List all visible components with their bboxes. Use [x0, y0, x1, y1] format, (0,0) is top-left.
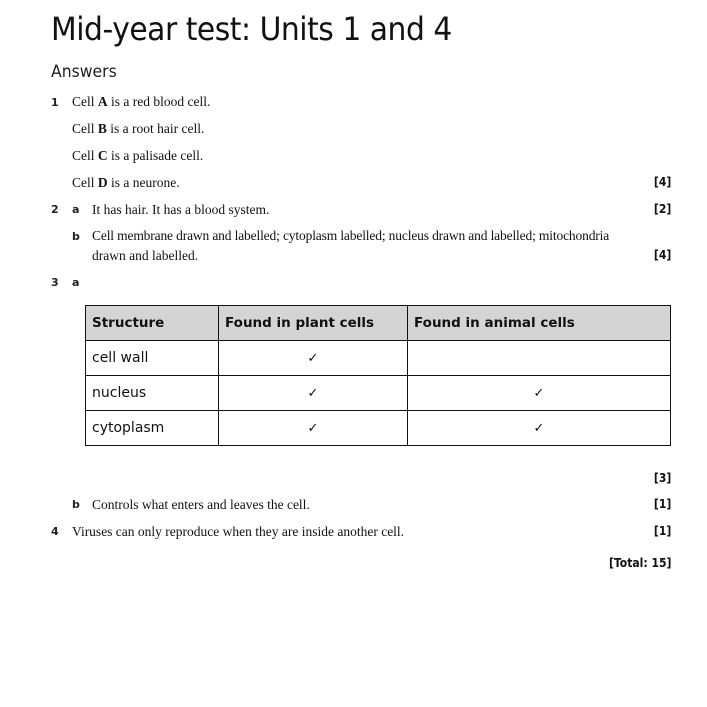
q3a-label: a: [72, 276, 80, 289]
structure-name: cytoplasm: [86, 411, 219, 446]
q4-answer: Viruses can only reproduce when they are inside another cell.: [72, 524, 405, 539]
q1-answer-line: [72, 148, 203, 164]
q1-cell-letter: D: [97, 175, 108, 190]
q1-post: is a root hair cell.: [106, 121, 205, 136]
q1-pre: Cell: [72, 94, 98, 109]
animal-check-icon: ✓: [408, 376, 671, 411]
q2a-mark: [2]: [653, 202, 671, 216]
table-row: [86, 411, 671, 446]
q1-cell-letter: A: [97, 94, 108, 109]
q1-mark: [4]: [653, 175, 671, 189]
q1-answer-line: [72, 175, 180, 191]
page-title: Mid-year test: Units 1 and 4: [51, 10, 452, 48]
question-4-number: 4: [51, 525, 59, 538]
q3b-mark: [1]: [653, 497, 671, 511]
page-subtitle: Answers: [51, 62, 117, 82]
q2b-answer-line2: drawn and labelled.: [92, 248, 199, 263]
q4-mark: [1]: [653, 524, 671, 538]
structure-table: [85, 305, 671, 446]
q2b-label: b: [72, 230, 80, 243]
header-structure: Structure: [86, 306, 219, 341]
q3b-answer: Controls what enters and leaves the cell.: [92, 497, 310, 512]
animal-check-cell: [408, 341, 671, 376]
q1-post: is a palisade cell.: [107, 148, 204, 163]
table-header-row: [86, 306, 671, 341]
q2a-label: a: [72, 203, 80, 216]
q1-pre: Cell: [72, 148, 98, 163]
animal-check-icon: ✓: [408, 411, 671, 446]
q1-pre: Cell: [72, 175, 98, 190]
q1-answer-line: [72, 94, 210, 110]
q1-cell-letter: C: [97, 148, 108, 163]
structure-name: nucleus: [86, 376, 219, 411]
header-plant-cells: Found in plant cells: [219, 306, 408, 341]
q1-post: is a neurone.: [107, 175, 180, 190]
q2a-answer: It has hair. It has a blood system.: [92, 202, 270, 217]
q1-answer-line: [72, 121, 204, 137]
header-animal-cells: Found in animal cells: [408, 306, 671, 341]
q3b-label: b: [72, 498, 80, 511]
table-row: [86, 376, 671, 411]
q3a-mark: [3]: [653, 471, 671, 485]
table-row: [86, 341, 671, 376]
question-1-number: 1: [51, 96, 59, 109]
q1-post: is a red blood cell.: [107, 94, 211, 109]
plant-check-icon: ✓: [219, 411, 408, 446]
plant-check-icon: ✓: [219, 376, 408, 411]
plant-check-icon: ✓: [219, 341, 408, 376]
q2b-answer-line1: Cell membrane drawn and labelled; cytoplasm labelled; nucleus drawn and labelled; mitochondria: [92, 228, 610, 243]
question-3-number: 3: [51, 276, 59, 289]
structure-name: cell wall: [86, 341, 219, 376]
question-2-number: 2: [51, 203, 59, 216]
total-marks: [Total: 15]: [608, 556, 671, 570]
q2b-mark: [4]: [653, 248, 671, 262]
q1-pre: Cell: [72, 121, 98, 136]
q1-cell-letter: B: [97, 121, 107, 136]
